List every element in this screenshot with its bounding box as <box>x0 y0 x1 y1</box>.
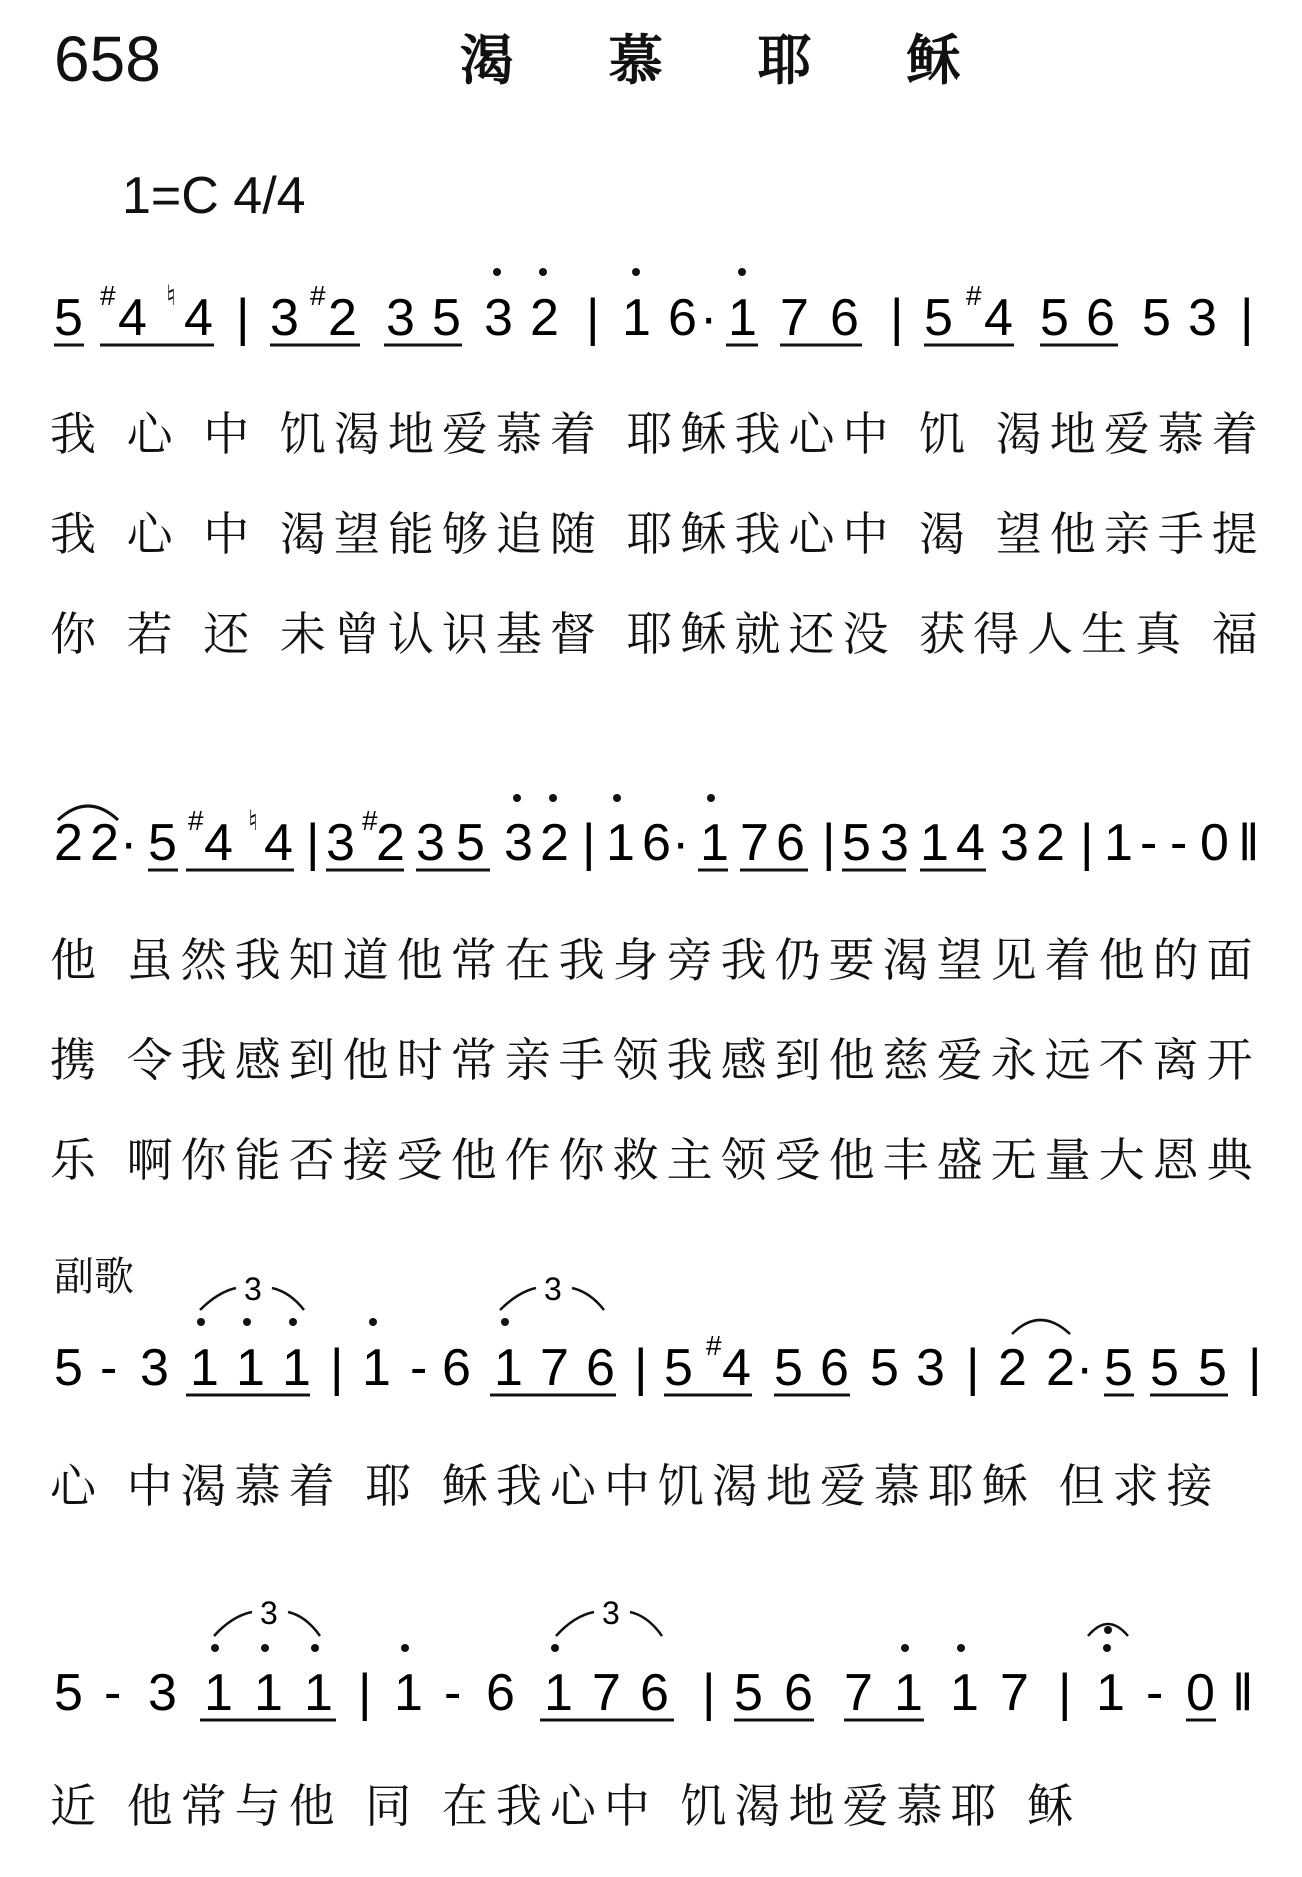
key-signature: 1=C 4/4 <box>122 167 306 225</box>
lyric-line-4-1: 近 他常与他 同 在我心中 饥渴地爱慕耶 稣 <box>50 1779 1082 1833</box>
note: 7 <box>540 1339 569 1397</box>
dot: · <box>672 814 690 872</box>
note: - <box>1140 814 1158 872</box>
note: 6 <box>820 1339 849 1397</box>
barline: | <box>1248 1339 1262 1397</box>
barline: | <box>582 814 596 872</box>
accidental-sharp: # <box>310 280 326 311</box>
note: 6 <box>642 814 671 872</box>
accidental-sharp: # <box>706 1330 722 1361</box>
barline: | <box>890 289 904 347</box>
note: 1 <box>394 1664 423 1722</box>
triplet-number: 3 <box>260 1595 278 1631</box>
note: 3 <box>504 814 533 872</box>
note: 3 <box>148 1664 177 1722</box>
note: 1 <box>254 1664 283 1722</box>
lyric-line-2-1: 他 虽然我知道他常在我身旁我仍要渴望见着他的面 <box>50 933 1261 987</box>
system-2-notes <box>54 794 1259 872</box>
hymn-number: 658 <box>54 23 161 95</box>
note: 6 <box>1086 289 1115 347</box>
triplet-marker <box>214 1612 1128 1636</box>
note: 5 <box>432 289 461 347</box>
note: 7 <box>1000 1664 1029 1722</box>
lyric-line-2-2: 携 令我感到他时常亲手领我感到他慈爱永远不离开 <box>50 1033 1261 1087</box>
note: 3 <box>140 1339 169 1397</box>
note: 1 <box>544 1664 573 1722</box>
barline: | <box>1058 1664 1072 1722</box>
note: 1 <box>728 289 757 347</box>
barline: | <box>586 289 600 347</box>
note: 5 <box>664 1339 693 1397</box>
lyric-line-1-1: 我 心 中 饥渴地爱慕着 耶稣我心中 饥 渴地爱慕着 <box>50 407 1266 461</box>
note: 1 <box>1096 1664 1125 1722</box>
octave-dots <box>211 1644 1111 1652</box>
note: 1 <box>190 1339 219 1397</box>
triplet-number: 3 <box>602 1595 620 1631</box>
note: 7 <box>592 1664 621 1722</box>
note: 7 <box>740 814 769 872</box>
note: 1 <box>494 1339 523 1397</box>
barline: | <box>702 1664 716 1722</box>
note: 4 <box>984 289 1013 347</box>
note: 6 <box>586 1339 615 1397</box>
note: 1 <box>204 1664 233 1722</box>
note: 1 <box>622 289 651 347</box>
note: 3 <box>416 814 445 872</box>
lyric-line-1-3: 你 若 还 未曾认识基督 耶稣就还没 获得人生真 福 <box>50 607 1266 661</box>
note: 0 <box>1186 1664 1215 1722</box>
note: 5 <box>870 1339 899 1397</box>
note: 1 <box>700 814 729 872</box>
note: 1 <box>950 1664 979 1722</box>
note: 5 <box>1150 1339 1179 1397</box>
dot: · <box>1076 1339 1094 1397</box>
accidental-sharp: # <box>362 805 378 836</box>
note: 1 <box>304 1664 333 1722</box>
accidental-natural: ♮ <box>166 280 177 311</box>
note: 3 <box>880 814 909 872</box>
note: 1 <box>362 1339 391 1397</box>
accidental-sharp: # <box>188 805 204 836</box>
barline: | <box>1080 814 1094 872</box>
barline: | <box>1240 289 1254 347</box>
note: 1 <box>894 1664 923 1722</box>
note: 5 <box>1104 1339 1133 1397</box>
note: 3 <box>386 289 415 347</box>
hymn-title: 渴 慕 耶 稣 <box>460 29 999 92</box>
lyric-line-1-2: 我 心 中 渴望能够追随 耶稣我心中 渴 望他亲手提 <box>50 507 1266 561</box>
note: 5 <box>456 814 485 872</box>
note: - <box>100 1339 118 1397</box>
note: 2 <box>90 814 119 872</box>
dot: · <box>120 814 138 872</box>
barline: | <box>306 814 320 872</box>
note: 5 <box>774 1339 803 1397</box>
note: 5 <box>734 1664 763 1722</box>
note: 2 <box>998 1339 1027 1397</box>
note: 0 <box>1200 814 1229 872</box>
barline: | <box>966 1339 980 1397</box>
note: 5 <box>54 1339 83 1397</box>
note: 1 <box>236 1339 265 1397</box>
note: 5 <box>54 289 83 347</box>
note: 1 <box>606 814 635 872</box>
barline: | <box>822 814 836 872</box>
note: - <box>104 1664 122 1722</box>
note: 6 <box>442 1339 471 1397</box>
note: 2 <box>1036 814 1065 872</box>
note: 2 <box>530 289 559 347</box>
note: - <box>1170 814 1188 872</box>
octave-dots <box>493 268 746 276</box>
note: 5 <box>842 814 871 872</box>
note: 4 <box>204 814 233 872</box>
note: 7 <box>780 289 809 347</box>
note: 5 <box>1198 1339 1227 1397</box>
note: 5 <box>1142 289 1171 347</box>
note: 3 <box>1000 814 1029 872</box>
fermata-dot <box>1104 1626 1112 1634</box>
note: 2 <box>328 289 357 347</box>
octave-dots <box>513 794 715 802</box>
accidental-sharp: # <box>100 280 116 311</box>
note: 5 <box>148 814 177 872</box>
note: 5 <box>1040 289 1069 347</box>
note: - <box>444 1664 462 1722</box>
note: 2 <box>1046 1339 1075 1397</box>
note: 2 <box>540 814 569 872</box>
lyric-line-3-1: 心 中渴慕着 耶 稣我心中饥渴地爱慕耶稣 但求接 <box>50 1459 1221 1513</box>
barline: | <box>358 1664 372 1722</box>
barline: | <box>330 1339 344 1397</box>
system-4-notes <box>54 1595 1253 1722</box>
note: 3 <box>1188 289 1217 347</box>
octave-dots <box>197 1318 509 1326</box>
final-barline: ‖ <box>1238 814 1260 872</box>
note: 1 <box>1104 814 1133 872</box>
dot: · <box>700 289 718 347</box>
note: 4 <box>722 1339 751 1397</box>
chorus-label: 副歌 <box>54 1254 134 1300</box>
accidental-sharp: # <box>966 280 982 311</box>
note: 2 <box>376 814 405 872</box>
note: 3 <box>326 814 355 872</box>
note: 2 <box>54 814 83 872</box>
system-3-notes <box>54 1271 1262 1397</box>
triplet-marker <box>200 1288 1070 1334</box>
note: 1 <box>920 814 949 872</box>
note: 4 <box>956 814 985 872</box>
note: - <box>1146 1664 1164 1722</box>
lyric-line-2-3: 乐 啊你能否接受他作你救主领受他丰盛无量大恩典 <box>50 1133 1261 1187</box>
note: - <box>410 1339 428 1397</box>
note: 5 <box>54 1664 83 1722</box>
note: 6 <box>640 1664 669 1722</box>
note: 6 <box>784 1664 813 1722</box>
barline: | <box>236 289 250 347</box>
note: 4 <box>264 814 293 872</box>
final-barline: ‖ <box>1232 1664 1254 1722</box>
note: 6 <box>668 289 697 347</box>
barline: | <box>634 1339 648 1397</box>
note: 4 <box>184 289 213 347</box>
note: 5 <box>924 289 953 347</box>
system-1-notes <box>54 268 1254 347</box>
note: 3 <box>270 289 299 347</box>
triplet-number: 3 <box>544 1271 562 1307</box>
note: 3 <box>916 1339 945 1397</box>
note: 6 <box>776 814 805 872</box>
note: 1 <box>282 1339 311 1397</box>
note: 6 <box>830 289 859 347</box>
note: 6 <box>486 1664 515 1722</box>
note: 4 <box>118 289 147 347</box>
accidental-natural: ♮ <box>248 805 259 836</box>
note: 7 <box>844 1664 873 1722</box>
note: 3 <box>484 289 513 347</box>
triplet-number: 3 <box>244 1271 262 1307</box>
